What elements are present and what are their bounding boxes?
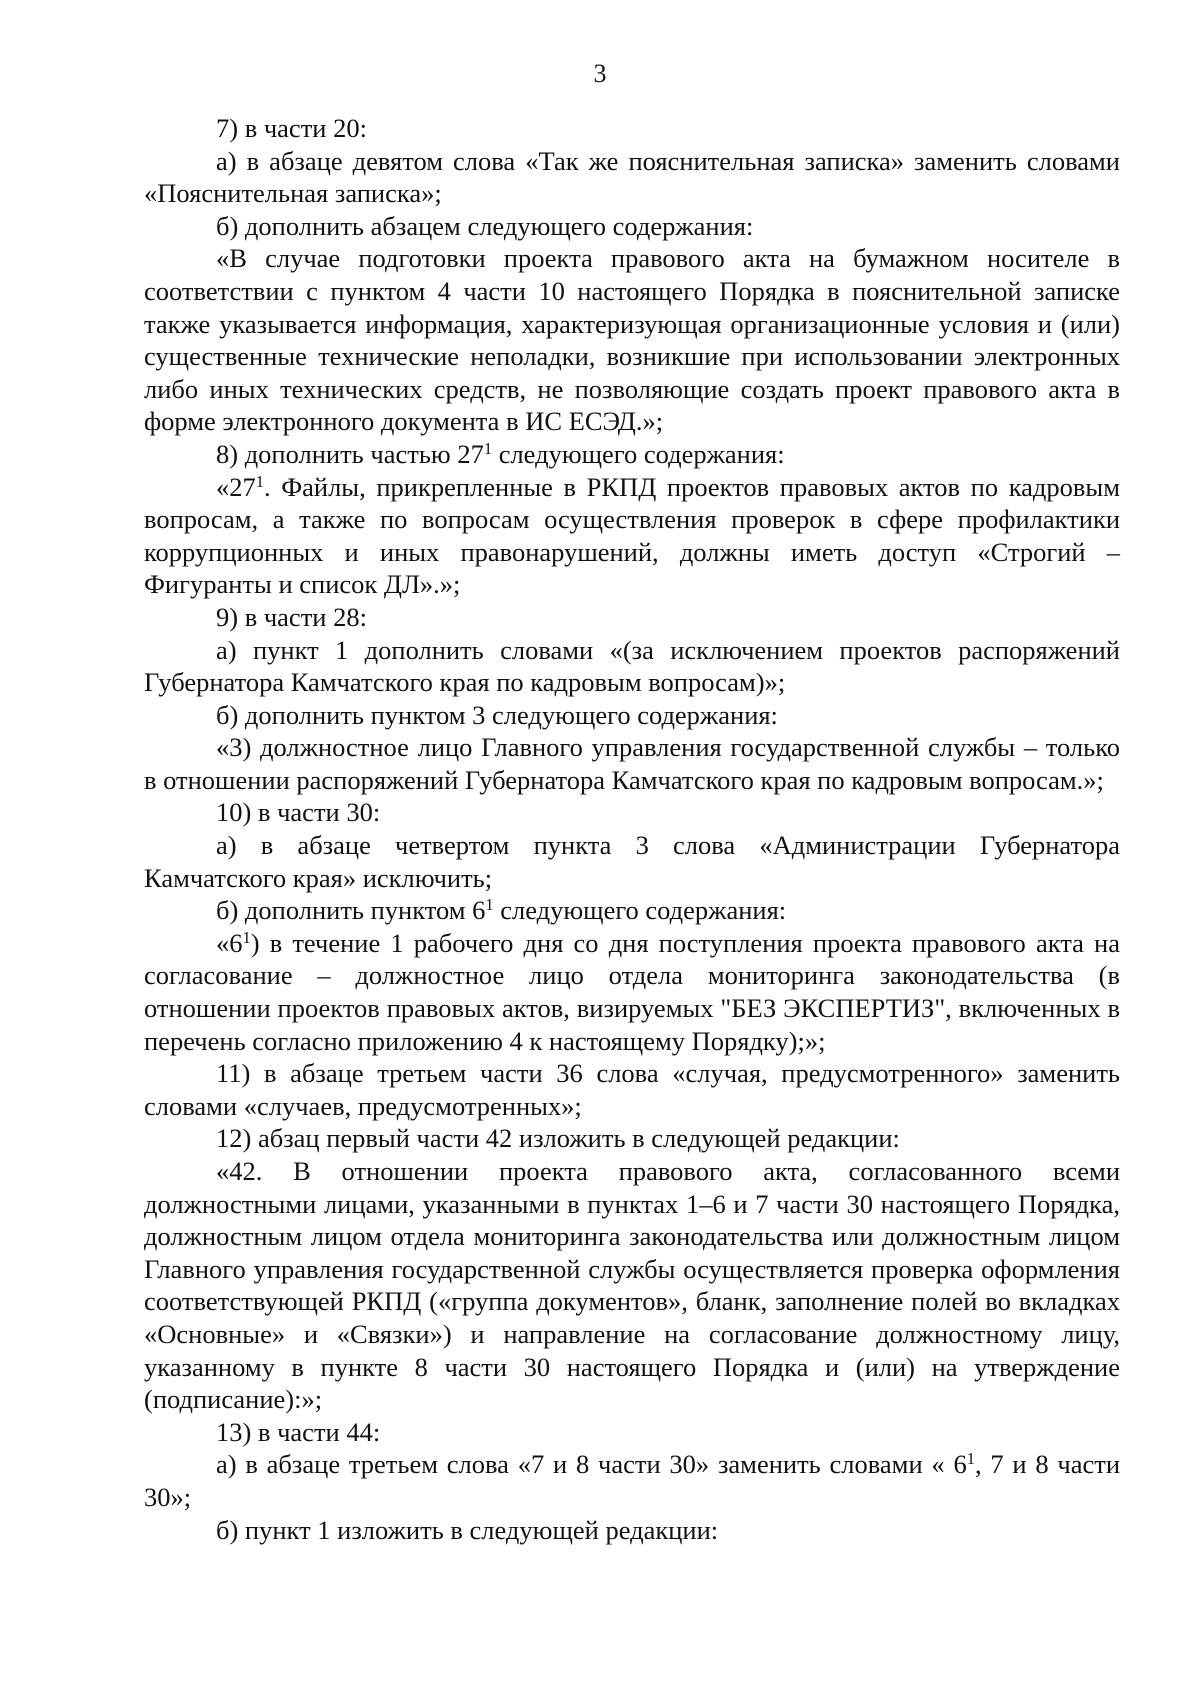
paragraph-8-quote: [144, 471, 1120, 601]
paragraph-text: следующего содержания:: [492, 438, 785, 469]
paragraph-text: «6: [216, 927, 243, 958]
paragraph-12-quote: «42. В отношении проекта правового акта, согласованного всеми должностными лицами, указанными в пунктах 1–6 и 7 части 30 настоящего Порядка, должностным лицом отдела мониторинга законодательства или должностным лицом Главного управления государственной службы осуществляется проверка оформления соответствующей РКПД («группа документов», бланк, заполнение полей во вкладках «Основные» и «Связки») и направление на согласование должностному лицу, указанному в пункте 8 части 30 настоящего Порядка и (или) на утверждение (подписание):»;: [144, 1156, 1120, 1415]
superscript: 1: [255, 471, 264, 491]
paragraph-text: ) в течение 1 рабочего дня со дня поступления проекта правового акта на согласование – должностное лицо отдела мониторинга законодательства (в отношении проектов правовых актов, визируемых "БЕЗ ЭКСПЕРТИЗ", включенных в перечень согласно приложению 4 к настоящему Порядку);»;: [144, 927, 1120, 1056]
paragraph-9: 9) в части 28:: [216, 601, 367, 632]
paragraph-10b: [144, 894, 1120, 927]
paragraph-text: б) дополнить пунктом 6: [216, 895, 486, 926]
paragraph-7: 7) в части 20:: [216, 113, 367, 143]
paragraph-10a: а) в абзаце четвертом пункта 3 слова «Администрации Губернатора Камчатского края» исключить;: [144, 830, 1120, 893]
paragraph-8: [144, 438, 1120, 471]
superscript: 1: [485, 895, 494, 915]
paragraph-9b: б) дополнить пунктом 3 следующего содержания:: [216, 699, 778, 730]
paragraph-10: 10) в части 30:: [216, 797, 381, 828]
paragraph-text: следующего содержания:: [493, 895, 787, 926]
paragraph-text: . Файлы, прикрепленные в РКПД проектов правовых актов по кадровым вопросам, а также по вопросам осуществления проверок в сфере профилактики коррупционных и иных правонарушений, должны иметь доступ «Строгий – Фигуранты и список ДЛ».»;: [144, 471, 1120, 600]
paragraph-9b-quote: «3) должностное лицо Главного управления государственной службы – только в отношении распоряжений Губернатора Камчатского края по кадровым вопросам.»;: [144, 732, 1120, 795]
superscript: 1: [966, 1449, 975, 1469]
paragraph-13: 13) в части 44:: [216, 1416, 381, 1447]
paragraph-13b: б) пункт 1 изложить в следующей редакции:: [216, 1514, 719, 1545]
paragraph-13a: [144, 1448, 1120, 1513]
paragraph-9a: а) пункт 1 дополнить словами «(за исключением проектов распоряжений Губернатора Камчатского края по кадровым вопросам)»;: [144, 634, 1120, 698]
paragraph-text: а) в абзаце третьем слова «7 и 8 части 30» заменить словами « 6: [216, 1449, 967, 1480]
paragraph-7a: а) в абзаце девятом слова «Так же пояснительная записка» заменить словами «Пояснительная записка»;: [144, 145, 1120, 209]
superscript: 1: [242, 927, 251, 947]
paragraph-10b-quote: [144, 927, 1120, 1057]
page-number: 3: [593, 59, 607, 88]
paragraph-7b-quote: «В случае подготовки проекта правового акта на бумажном носителе в соответствии с пунктом 4 части 10 настоящего Порядка в пояснительной записке также указывается информация, характеризующая организационные условия и (или) существенные технические неполадки, возникшие при использовании электронных либо иных технических средств, не позволяющие создать проект правового акта в форме электронного документа в ИС ЕСЭД.»;: [144, 243, 1120, 437]
document-body: [144, 112, 1120, 1546]
superscript: 1: [483, 438, 493, 458]
paragraph-text: 8) дополнить частью 27: [216, 438, 484, 469]
paragraph-11: 11) в абзаце третьем части 36 слова «случая, предусмотренного» заменить словами «случаев, предусмотренных»;: [144, 1058, 1120, 1121]
paragraph-text: , 7 и 8 части 30»;: [144, 1449, 1121, 1512]
paragraph-7b: б) дополнить абзацем следующего содержания:: [216, 210, 754, 241]
paragraph-text: «27: [216, 471, 256, 502]
paragraph-12: 12) абзац первый части 42 изложить в следующей редакции:: [216, 1123, 900, 1154]
